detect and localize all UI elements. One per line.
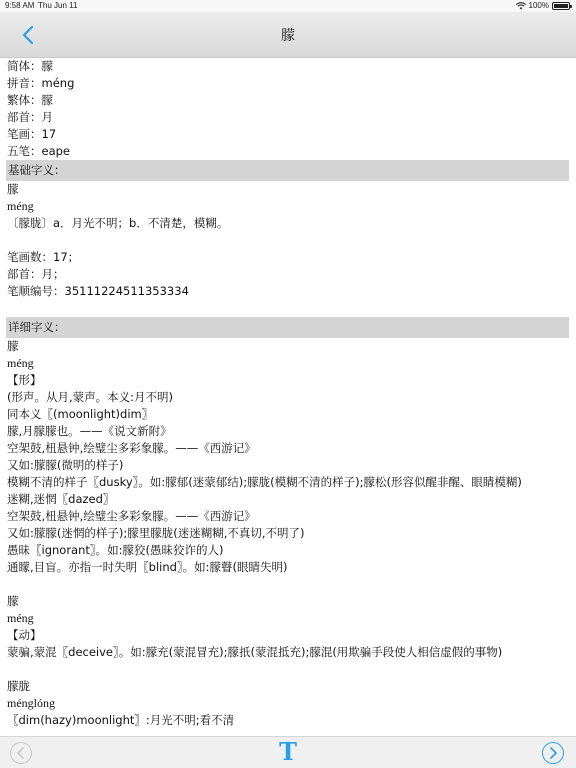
status-date: Thu Jun 11 — [38, 1, 78, 10]
font-size-button[interactable]: T — [279, 737, 297, 766]
char-info-block — [7, 58, 570, 160]
wifi-icon — [516, 2, 526, 10]
detail-meaning-line: 【形】 — [7, 373, 42, 387]
blank-line — [7, 300, 570, 317]
status-right — [516, 1, 570, 10]
section-header-detail: 详细字义： — [6, 317, 569, 338]
blank-line — [7, 232, 570, 249]
section-header-basic: 基础字义： — [6, 160, 569, 181]
char-info-line: 部首：月 — [7, 110, 53, 124]
status-time: 9:58 AM — [5, 1, 35, 10]
detail-meaning-line: 蒙骗,蒙混〖deceive〗。如:朦充(蒙混冒充);朦扺(蒙混抵充);朦混(用欺骗手段使人相信虚假的事物) — [7, 645, 503, 659]
blank-line — [7, 576, 570, 593]
detail-meaning-line: 朦,月朦朦也。——《说文新附》 — [7, 424, 172, 438]
detail-meaning-block — [7, 338, 570, 729]
basic-meaning-line: 朦 — [7, 182, 19, 196]
blank-line — [7, 661, 570, 678]
detail-meaning-line: 通矇,目盲。亦指一时失明〖blind〗。如:朦瞽(眼睛失明) — [7, 560, 288, 574]
detail-meaning-line: 又如:朦朦(迷惘的样子);朦里朦胧(迷迷糊糊,不真切,不明了) — [7, 526, 305, 540]
char-info-line: 简体：朦 — [7, 59, 53, 73]
detail-meaning-line: (形声。从月,蒙声。本义:月不明) — [7, 390, 174, 404]
detail-meaning-line: méng — [7, 356, 34, 370]
detail-meaning-line: 又如:朦朦(微明的样子) — [7, 458, 124, 472]
basic-meaning-line: 部首：月； — [7, 267, 65, 281]
char-info-line: 拼音：méng — [7, 76, 75, 90]
status-bar — [0, 0, 576, 12]
chevron-left-icon — [16, 747, 26, 759]
detail-meaning-line: 同本义〖(moonlight)dim〗 — [7, 407, 154, 421]
basic-meaning-line: méng — [7, 199, 34, 213]
previous-button[interactable] — [10, 742, 32, 764]
nav-bar — [0, 12, 576, 58]
detail-meaning-line: 朦 — [7, 339, 19, 353]
basic-meaning-block — [7, 181, 570, 317]
next-button[interactable] — [542, 742, 564, 764]
detail-meaning-line: 空架鼓,杻悬钟,绘璧尘多彩象朦。——《西游记》 — [7, 509, 256, 523]
detail-meaning-line: 〖dim(hazy)moonlight〗:月光不明;看不清 — [7, 713, 235, 727]
detail-meaning-line: 朦 — [7, 594, 19, 608]
detail-meaning-line: ménglóng — [7, 696, 55, 710]
basic-meaning-line: 笔顺编号：35111224511353334 — [7, 284, 189, 298]
page-title: 朦 — [281, 28, 295, 44]
detail-meaning-line: méng — [7, 611, 34, 625]
char-info-line: 五笔：eape — [7, 144, 70, 158]
basic-meaning-line: 〔朦胧〕a．月光不明；b．不清楚，模糊。 — [7, 216, 229, 230]
battery-percent: 100% — [528, 1, 549, 10]
battery-icon — [552, 2, 570, 10]
detail-meaning-line: 朦胧 — [7, 679, 30, 693]
detail-meaning-line: 空架鼓,杻悬钟,绘璧尘多彩象朦。——《西游记》 — [7, 441, 256, 455]
detail-meaning-line: 愚昧〖ignorant〗。如:朦狡(愚昧狡诈的人) — [7, 543, 224, 557]
bottom-toolbar — [0, 736, 576, 768]
detail-meaning-line: 模糊不清的样子〖dusky〗。如:朦郁(迷蒙郁结);朦胧(模糊不清的样子);朦松(形容似醒非醒、眼睛模糊) — [7, 475, 522, 489]
char-info-line: 笔画：17 — [7, 127, 57, 141]
basic-meaning-line: 笔画数：17； — [7, 250, 80, 264]
detail-meaning-line: 【动】 — [7, 628, 42, 642]
dictionary-content[interactable] — [0, 58, 576, 736]
char-info-line: 繁体：朦 — [7, 93, 53, 107]
chevron-right-icon — [548, 747, 558, 759]
detail-meaning-line: 迷糊,迷惘〖dazed〗 — [7, 492, 115, 506]
